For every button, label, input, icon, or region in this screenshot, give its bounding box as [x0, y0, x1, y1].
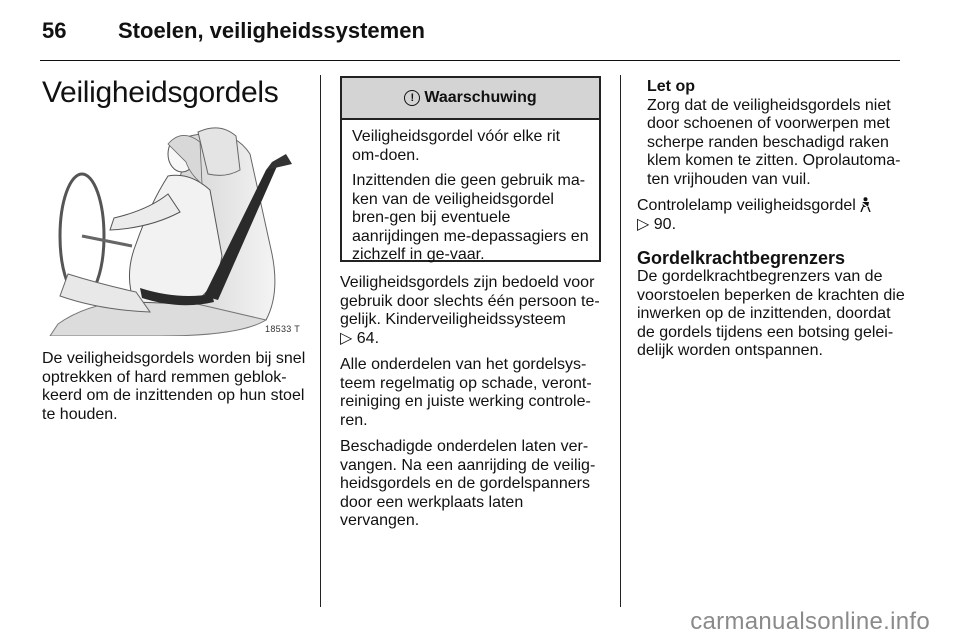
page-number: 56	[42, 18, 67, 43]
control-lamp-text: Controlelamp veiligheidsgordel	[637, 197, 856, 214]
usage-paragraph	[340, 274, 604, 348]
intro-paragraph: De veiligheidsgordels worden bij snel optrekken of hard remmen geblok-keerd om de inzittenden op hun stoel te houden.	[42, 350, 306, 423]
note-text: Zorg dat de veiligheidsgordels niet door schoenen of voorwerpen met scherpe randen beschadigd raken klem komen te zitten. Oprolautoma-ten vrijhouden van vuil.	[647, 96, 901, 188]
warning-title: Waarschuwing	[424, 89, 537, 106]
seatbelt-illustration-drawing	[40, 124, 302, 336]
column-divider-left	[320, 75, 321, 607]
page-reference-icon: ▷	[340, 329, 353, 347]
column-divider-right	[620, 75, 621, 607]
column-3-text	[637, 78, 907, 369]
page-header	[42, 14, 920, 46]
seatbelt-warning-lamp-icon	[860, 197, 871, 212]
warning-paragraph-1: Veiligheidsgordel vóór elke rit om-doen.	[352, 128, 561, 164]
replacement-paragraph: Beschadigde onderdelen laten ver-vangen. Na een aanrijding de veilig-heidsgordels en de gordelspanners door een werkplaats laten vervangen.	[340, 438, 596, 529]
warning-paragraph-2: Inzittenden die geen gebruik ma-ken van de veiligheidsgordel bren-gen bij eventuele aanrijdingen me-depassagiers en zichzelf in ge-vaar.	[352, 172, 589, 263]
main-heading: Veiligheidsgordels	[42, 76, 279, 109]
watermark: carmanualsonline.info	[690, 608, 930, 635]
note-title: Let op	[647, 78, 695, 95]
column-2-text	[340, 274, 604, 539]
warning-icon: !	[404, 90, 420, 106]
subheading: Gordelkrachtbegrenzers	[637, 248, 846, 268]
warning-header	[342, 78, 599, 120]
figure-code: 18533 T	[265, 324, 300, 334]
control-lamp-paragraph	[637, 197, 907, 234]
note-block	[637, 78, 907, 189]
page-reference-icon: ▷	[637, 215, 650, 233]
usage-text: Veiligheidsgordels zijn bedoeld voor gebruik door slechts één persoon te-gelijk. Kinderveiligheidssysteem	[340, 274, 600, 328]
warning-box	[340, 76, 601, 262]
belt-force-limiter-paragraph: De gordelkrachtbegrenzers van de voorstoelen beperken de krachten die inwerken op de inzittenden, doordat de gordels tijdens een botsing gelei-delijk worden ontspannen.	[637, 268, 905, 359]
section-title: Stoelen, veiligheidssystemen	[118, 18, 425, 43]
inspection-paragraph: Alle onderdelen van het gordelsys-teem regelmatig op schade, veront-reiniging en juiste werking controle-ren.	[340, 356, 592, 429]
header-divider	[40, 60, 900, 61]
column-1-text	[42, 350, 306, 432]
seatbelt-illustration	[40, 124, 302, 336]
child-seat-page-ref[interactable]: 64.	[356, 329, 380, 347]
warning-body	[342, 120, 599, 265]
control-lamp-page-ref[interactable]: 90.	[653, 215, 677, 233]
